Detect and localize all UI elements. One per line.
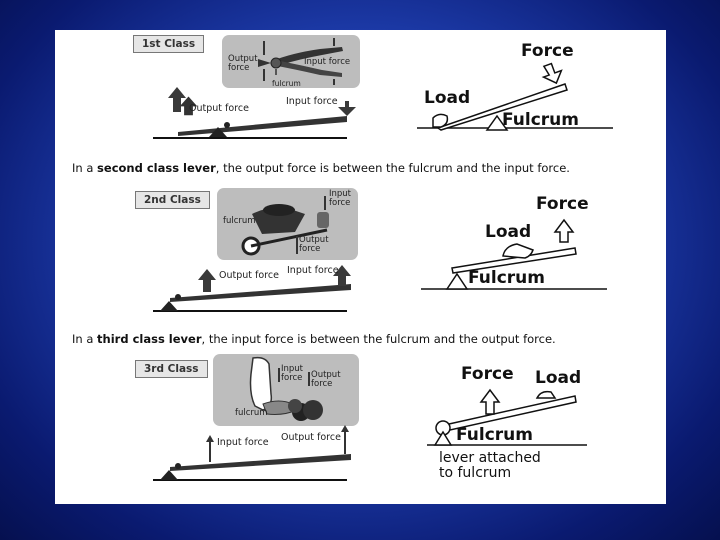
diagram-1-force-label: Force	[521, 41, 574, 61]
photo-2-output-force-label: Output force	[299, 235, 329, 254]
input-force-label-2: Input force	[287, 265, 339, 276]
lever-3-diagram	[55, 30, 666, 504]
photo-output-force-label: Output force	[228, 54, 258, 73]
diagram-3-force-label: Force	[461, 364, 514, 384]
photo-2-fulcrum-label: fulcrum	[223, 216, 256, 226]
photo-2-input-force-label: Input force	[329, 189, 352, 208]
third-class-description: In a third class lever, the input force is between the fulcrum and the output force.	[72, 332, 556, 346]
input-force-label-1: Input force	[286, 96, 338, 107]
diagram-1-load-label: Load	[424, 88, 471, 108]
output-force-label-2: Output force	[219, 270, 279, 281]
input-force-label-3: Input force	[217, 437, 269, 448]
photo-input-force-label: Input force	[304, 57, 351, 67]
second-class-description: In a second class lever, the output force is between the fulcrum and the input force.	[72, 161, 570, 175]
diagram-3-fulcrum-label: Fulcrum	[456, 425, 533, 445]
diagram-3-load-label: Load	[535, 368, 582, 388]
photo-3-output-force-label: Output force	[311, 370, 341, 389]
diagram-2-force-label: Force	[536, 194, 589, 214]
output-force-label-1: Output force	[189, 103, 249, 114]
second-class-label: 2nd Class	[135, 191, 210, 209]
photo-3-input-force-label: Input force	[281, 364, 304, 383]
diagram-1-fulcrum-label: Fulcrum	[502, 110, 579, 130]
photo-3-fulcrum-label: fulcrum	[235, 408, 268, 418]
diagram-2-fulcrum-label: Fulcrum	[468, 268, 545, 288]
diagram-3-note: lever attached to fulcrum	[439, 450, 541, 481]
diagram-2-load-label: Load	[485, 222, 532, 242]
slide-content	[55, 30, 666, 504]
first-class-label: 1st Class	[133, 35, 204, 53]
photo-fulcrum-label: fulcrum	[272, 79, 301, 88]
third-class-label: 3rd Class	[135, 360, 208, 378]
output-force-label-3: Output force	[281, 432, 341, 443]
